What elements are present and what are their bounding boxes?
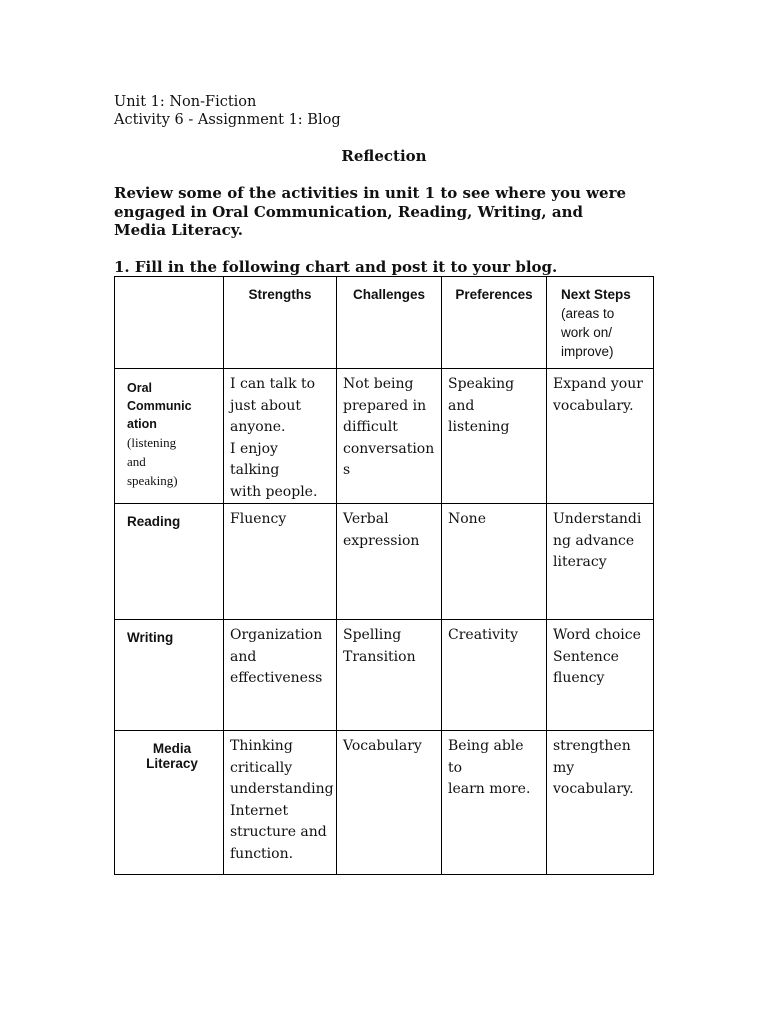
unit-label: Unit 1: Non-Fiction: [114, 94, 257, 110]
header-cell-empty: [115, 277, 224, 369]
step-instruction: 1. Fill in the following chart and post it to your blog.: [114, 258, 558, 276]
cell-next-steps: strengthen my vocabulary.: [547, 731, 654, 875]
cell-preferences: None: [442, 504, 547, 620]
cell-next-steps: Word choice Sentence fluency: [547, 620, 654, 731]
cell-preferences: Speaking and listening: [442, 369, 547, 504]
cell-preferences: Creativity: [442, 620, 547, 731]
header-challenges: Challenges: [337, 277, 442, 369]
reflection-chart: [114, 276, 654, 875]
header-preferences: Preferences: [442, 277, 547, 369]
row-label-writing: Writing: [115, 620, 224, 731]
header-next-steps: [547, 277, 654, 369]
cell-strengths: I can talk to just about anyone. I enjoy talking with people.: [224, 369, 337, 504]
page-title: Reflection: [341, 147, 427, 165]
table-row: [115, 731, 654, 875]
row-label-sublabel: (listening and speaking): [127, 435, 178, 488]
activity-label: Activity 6 - Assignment 1: Blog: [114, 112, 341, 128]
cell-challenges: Not being prepared in difficult conversation s: [337, 369, 442, 504]
table-row: [115, 369, 654, 504]
cell-challenges: Verbal expression: [337, 504, 442, 620]
header-next-steps-label: Next Steps: [561, 287, 631, 302]
cell-next-steps: Expand your vocabulary.: [547, 369, 654, 504]
row-label-reading: Reading: [115, 504, 224, 620]
row-label-text: Oral Communic ation: [127, 381, 192, 431]
header-next-steps-sublabel: (areas to work on/ improve): [561, 306, 615, 359]
cell-challenges: Spelling Transition: [337, 620, 442, 731]
cell-strengths: Fluency: [224, 504, 337, 620]
cell-challenges: Vocabulary: [337, 731, 442, 875]
table-row: [115, 504, 654, 620]
cell-strengths: Thinking critically understanding Internet structure and function.: [224, 731, 337, 875]
cell-strengths: Organization and effectiveness: [224, 620, 337, 731]
instructions-paragraph: Review some of the activities in unit 1 to see where you were engaged in Oral Communication, Reading, Writing, and Media Literacy.: [114, 184, 627, 239]
cell-preferences: Being able to learn more.: [442, 731, 547, 875]
cell-next-steps: Understandi ng advance literacy: [547, 504, 654, 620]
header-row: [115, 277, 654, 369]
header-strengths: Strengths: [224, 277, 337, 369]
table-row: [115, 620, 654, 731]
row-label-oral-communication: [115, 369, 224, 504]
row-label-media-literacy: Media Literacy: [115, 731, 224, 875]
